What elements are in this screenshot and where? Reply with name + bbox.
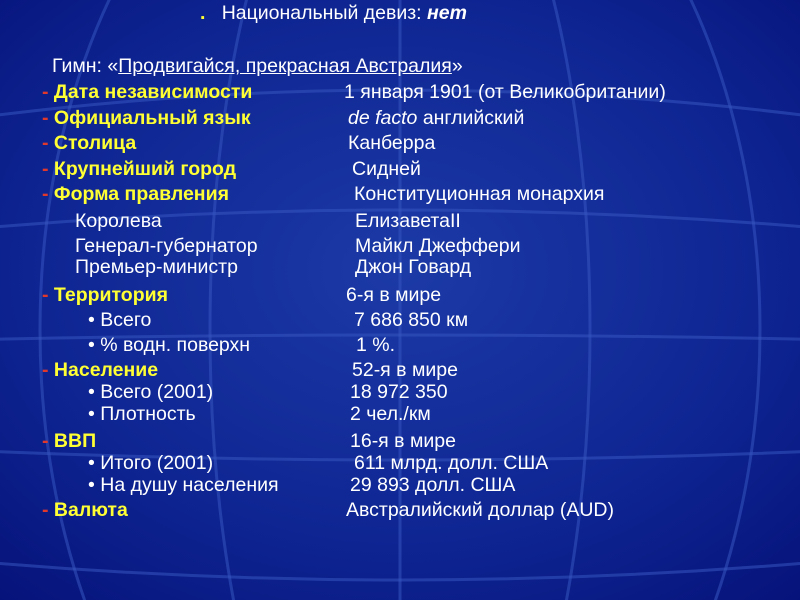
row-governor <box>75 235 258 257</box>
population-density-label: Плотность <box>100 403 196 425</box>
capital-label: Столица <box>53 132 137 154</box>
anthem-title-link[interactable]: Продвигайся, прекрасная Австралия <box>118 55 452 77</box>
row-population-total <box>88 381 213 403</box>
pm-label: Премьер-министр <box>75 256 238 278</box>
pm-value: Джон Говард <box>355 256 472 278</box>
population-label: Население <box>53 359 159 381</box>
row-dash: - <box>42 359 49 381</box>
bullet: • <box>88 452 95 474</box>
bullet: • <box>88 334 95 356</box>
capital-value: Канберра <box>348 132 436 154</box>
language-value-text: английский <box>422 107 525 129</box>
queen-label: Королева <box>75 210 162 232</box>
language-value-italic: de facto <box>348 107 418 129</box>
language-label: Официальный язык <box>53 107 251 129</box>
motto-label: Национальный девиз: <box>221 2 422 24</box>
population-density-value: 2 чел./км <box>350 403 431 425</box>
territory-value: 6-я в мире <box>346 284 442 306</box>
independence-label: Дата независимости <box>53 81 253 103</box>
gdp-total-label: Итого (2001) <box>100 452 214 474</box>
bullet: • <box>88 474 95 496</box>
territory-water-value: 1 %. <box>356 334 396 356</box>
population-value: 52-я в мире <box>352 359 458 381</box>
bullet: • <box>88 403 95 425</box>
row-gdp-per-capita <box>88 474 279 496</box>
row-dash: - <box>42 158 49 180</box>
motto-value: нет <box>427 2 467 24</box>
largest-city-value: Сидней <box>352 158 421 180</box>
gdp-per-capita-label: На душу населения <box>100 474 279 496</box>
row-dash: - <box>42 430 49 452</box>
gdp-label: ВВП <box>53 430 97 452</box>
governor-value: Майкл Джеффери <box>355 235 521 257</box>
anthem-label: Гимн: « <box>52 55 119 77</box>
motto-dot: . <box>200 2 206 24</box>
gdp-per-capita-value: 29 893 долл. США <box>350 474 516 496</box>
row-government <box>42 183 229 205</box>
population-total-label: Всего (2001) <box>100 381 214 403</box>
row-queen <box>75 210 162 232</box>
currency-label: Валюта <box>53 499 128 521</box>
language-value <box>348 107 524 129</box>
row-population <box>42 359 158 381</box>
queen-value: ЕлизаветаII <box>355 210 461 232</box>
row-gdp <box>42 430 96 452</box>
bullet: • <box>88 381 95 403</box>
government-label: Форма правления <box>53 183 229 205</box>
row-currency <box>42 499 128 521</box>
row-dash: - <box>42 183 49 205</box>
row-territory <box>42 284 168 306</box>
gdp-total-value: 611 млрд. долл. США <box>354 452 549 474</box>
row-dash: - <box>42 499 49 521</box>
row-dash: - <box>42 284 49 306</box>
row-population-density <box>88 403 196 425</box>
row-pm <box>75 256 238 278</box>
territory-total-label: Всего <box>100 309 152 331</box>
independence-value: 1 января 1901 (от Великобритании) <box>344 81 666 103</box>
anthem-close: » <box>451 55 463 77</box>
currency-value: Австралийский доллар (AUD) <box>346 499 614 521</box>
territory-label: Территория <box>53 284 168 306</box>
row-language <box>42 107 251 129</box>
row-gdp-total <box>88 452 213 474</box>
gdp-value: 16-я в мире <box>350 430 456 452</box>
motto-line <box>200 2 467 24</box>
population-total-value: 18 972 350 <box>350 381 448 403</box>
territory-total-value: 7 686 850 км <box>354 309 469 331</box>
government-value: Конституционная монархия <box>354 183 605 205</box>
anthem-line <box>52 55 463 77</box>
row-territory-total <box>88 309 151 331</box>
row-largest-city <box>42 158 236 180</box>
row-independence <box>42 81 252 103</box>
row-dash: - <box>42 132 49 154</box>
governor-label: Генерал-губернатор <box>75 235 258 257</box>
largest-city-label: Крупнейший город <box>53 158 237 180</box>
row-capital <box>42 132 136 154</box>
territory-water-label: % водн. поверхн <box>100 334 251 356</box>
row-dash: - <box>42 107 49 129</box>
row-territory-water <box>88 334 250 356</box>
bullet: • <box>88 309 95 331</box>
row-dash: - <box>42 81 49 103</box>
